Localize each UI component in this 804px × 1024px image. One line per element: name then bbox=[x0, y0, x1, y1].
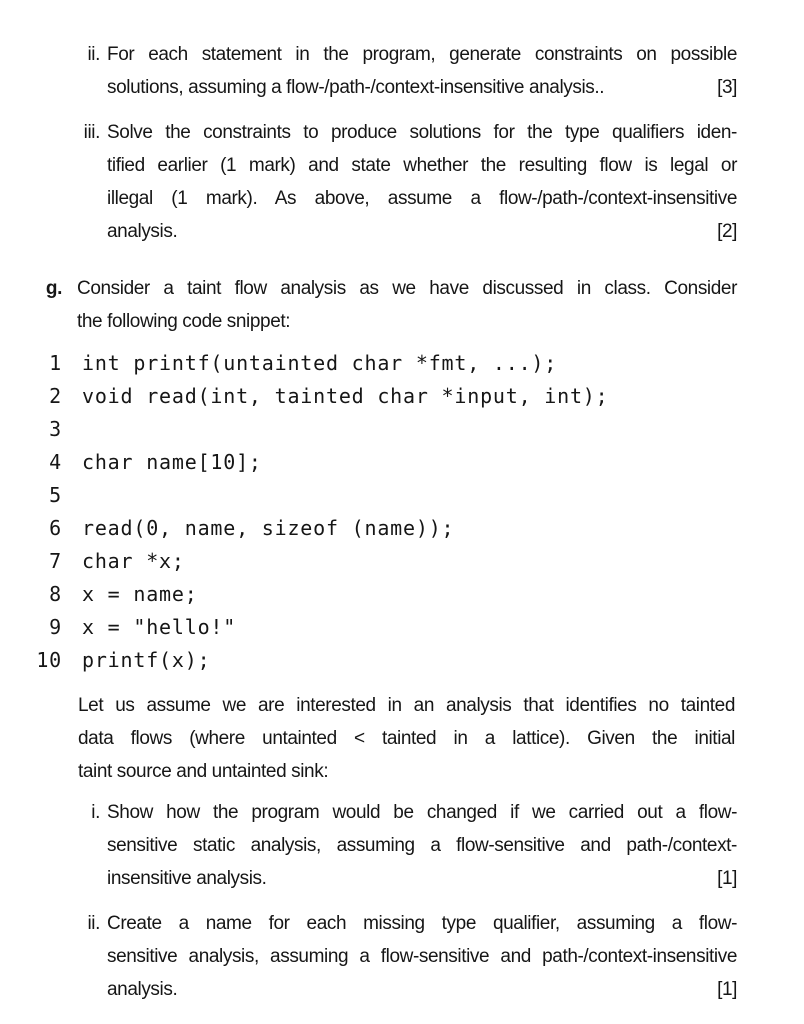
line-number: 5 bbox=[49, 483, 62, 507]
text-line: sensitive analysis, assuming a flow-sensitive and path-/context-insensitive bbox=[107, 946, 737, 967]
code-text: printf(x); bbox=[82, 648, 211, 672]
code-line bbox=[22, 512, 804, 545]
item-body bbox=[77, 272, 737, 338]
text-line: data flows (where untainted < tainted in a lattice). Given the initial bbox=[78, 728, 735, 749]
text-line-with-mark bbox=[107, 71, 737, 104]
code-line bbox=[22, 380, 804, 413]
item-body bbox=[107, 907, 737, 1006]
item-label: iii. bbox=[83, 122, 100, 143]
line-number: 2 bbox=[49, 384, 62, 408]
intro-paragraph bbox=[78, 689, 735, 788]
code-line bbox=[22, 644, 804, 677]
text-line: Show how the program would be changed if we carried out a flow- bbox=[107, 802, 737, 823]
text-line: analysis. bbox=[107, 221, 178, 242]
code-line bbox=[22, 347, 804, 380]
code-line bbox=[22, 611, 804, 644]
marks-badge: [1] bbox=[717, 979, 737, 1000]
text-line-with-mark bbox=[107, 215, 737, 248]
item-label: ii. bbox=[87, 44, 100, 65]
text-line: Consider a taint flow analysis as we have discussed in class. Consider bbox=[77, 278, 737, 299]
line-number: 9 bbox=[49, 615, 62, 639]
code-text: x = name; bbox=[82, 582, 198, 606]
marks-badge: [3] bbox=[717, 77, 737, 98]
question-g bbox=[0, 272, 804, 338]
code-listing bbox=[22, 347, 804, 677]
item-label: i. bbox=[91, 802, 100, 823]
line-number: 4 bbox=[49, 450, 62, 474]
line-number: 10 bbox=[36, 648, 62, 672]
code-text: void read(int, tainted char *input, int); bbox=[82, 384, 609, 408]
line-number: 3 bbox=[49, 417, 62, 441]
marks-badge: [2] bbox=[717, 221, 737, 242]
text-line: solutions, assuming a flow-/path-/context-insensitive analysis.. bbox=[107, 77, 605, 98]
item-label: ii. bbox=[87, 913, 100, 934]
text-line: taint source and untainted sink: bbox=[78, 761, 329, 782]
text-line-with-mark bbox=[107, 862, 737, 895]
text-line: sensitive static analysis, assuming a flow-sensitive and path-/context- bbox=[107, 835, 737, 856]
code-text: char *x; bbox=[82, 549, 185, 573]
text-line: tified earlier (1 mark) and state whether the resulting flow is legal or bbox=[107, 155, 737, 176]
sub-question-ii bbox=[0, 38, 804, 104]
code-text: int printf(untainted char *fmt, ...); bbox=[82, 351, 558, 375]
code-line bbox=[22, 446, 804, 479]
item-body bbox=[107, 38, 737, 104]
line-number: 8 bbox=[49, 582, 62, 606]
line-number: 1 bbox=[49, 351, 62, 375]
item-body bbox=[107, 796, 737, 895]
marks-badge: [1] bbox=[717, 868, 737, 889]
text-line: Create a name for each missing type qualifier, assuming a flow- bbox=[107, 913, 737, 934]
text-line-with-mark bbox=[107, 973, 737, 1006]
code-text: read(0, name, sizeof (name)); bbox=[82, 516, 455, 540]
item-body bbox=[107, 116, 737, 248]
line-number: 7 bbox=[49, 549, 62, 573]
sub-question-iii bbox=[0, 116, 804, 248]
code-text: x = "hello!" bbox=[82, 615, 237, 639]
text-line: Let us assume we are interested in an analysis that identifies no tainted bbox=[78, 695, 735, 716]
code-line bbox=[22, 479, 804, 512]
text-line: the following code snippet: bbox=[77, 311, 291, 332]
sub-question-ii-bottom bbox=[0, 907, 804, 1006]
sub-question-i bbox=[0, 796, 804, 895]
text-line: Solve the constraints to produce solutions for the type qualifiers iden- bbox=[107, 122, 737, 143]
code-line bbox=[22, 413, 804, 446]
code-line bbox=[22, 578, 804, 611]
item-label: g. bbox=[45, 278, 62, 299]
code-text: char name[10]; bbox=[82, 450, 262, 474]
text-line: For each statement in the program, generate constraints on possible bbox=[107, 44, 737, 65]
text-line: illegal (1 mark). As above, assume a flow-/path-/context-insensitive bbox=[107, 188, 737, 209]
text-line: analysis. bbox=[107, 979, 178, 1000]
text-line: insensitive analysis. bbox=[107, 868, 267, 889]
line-number: 6 bbox=[49, 516, 62, 540]
code-line bbox=[22, 545, 804, 578]
